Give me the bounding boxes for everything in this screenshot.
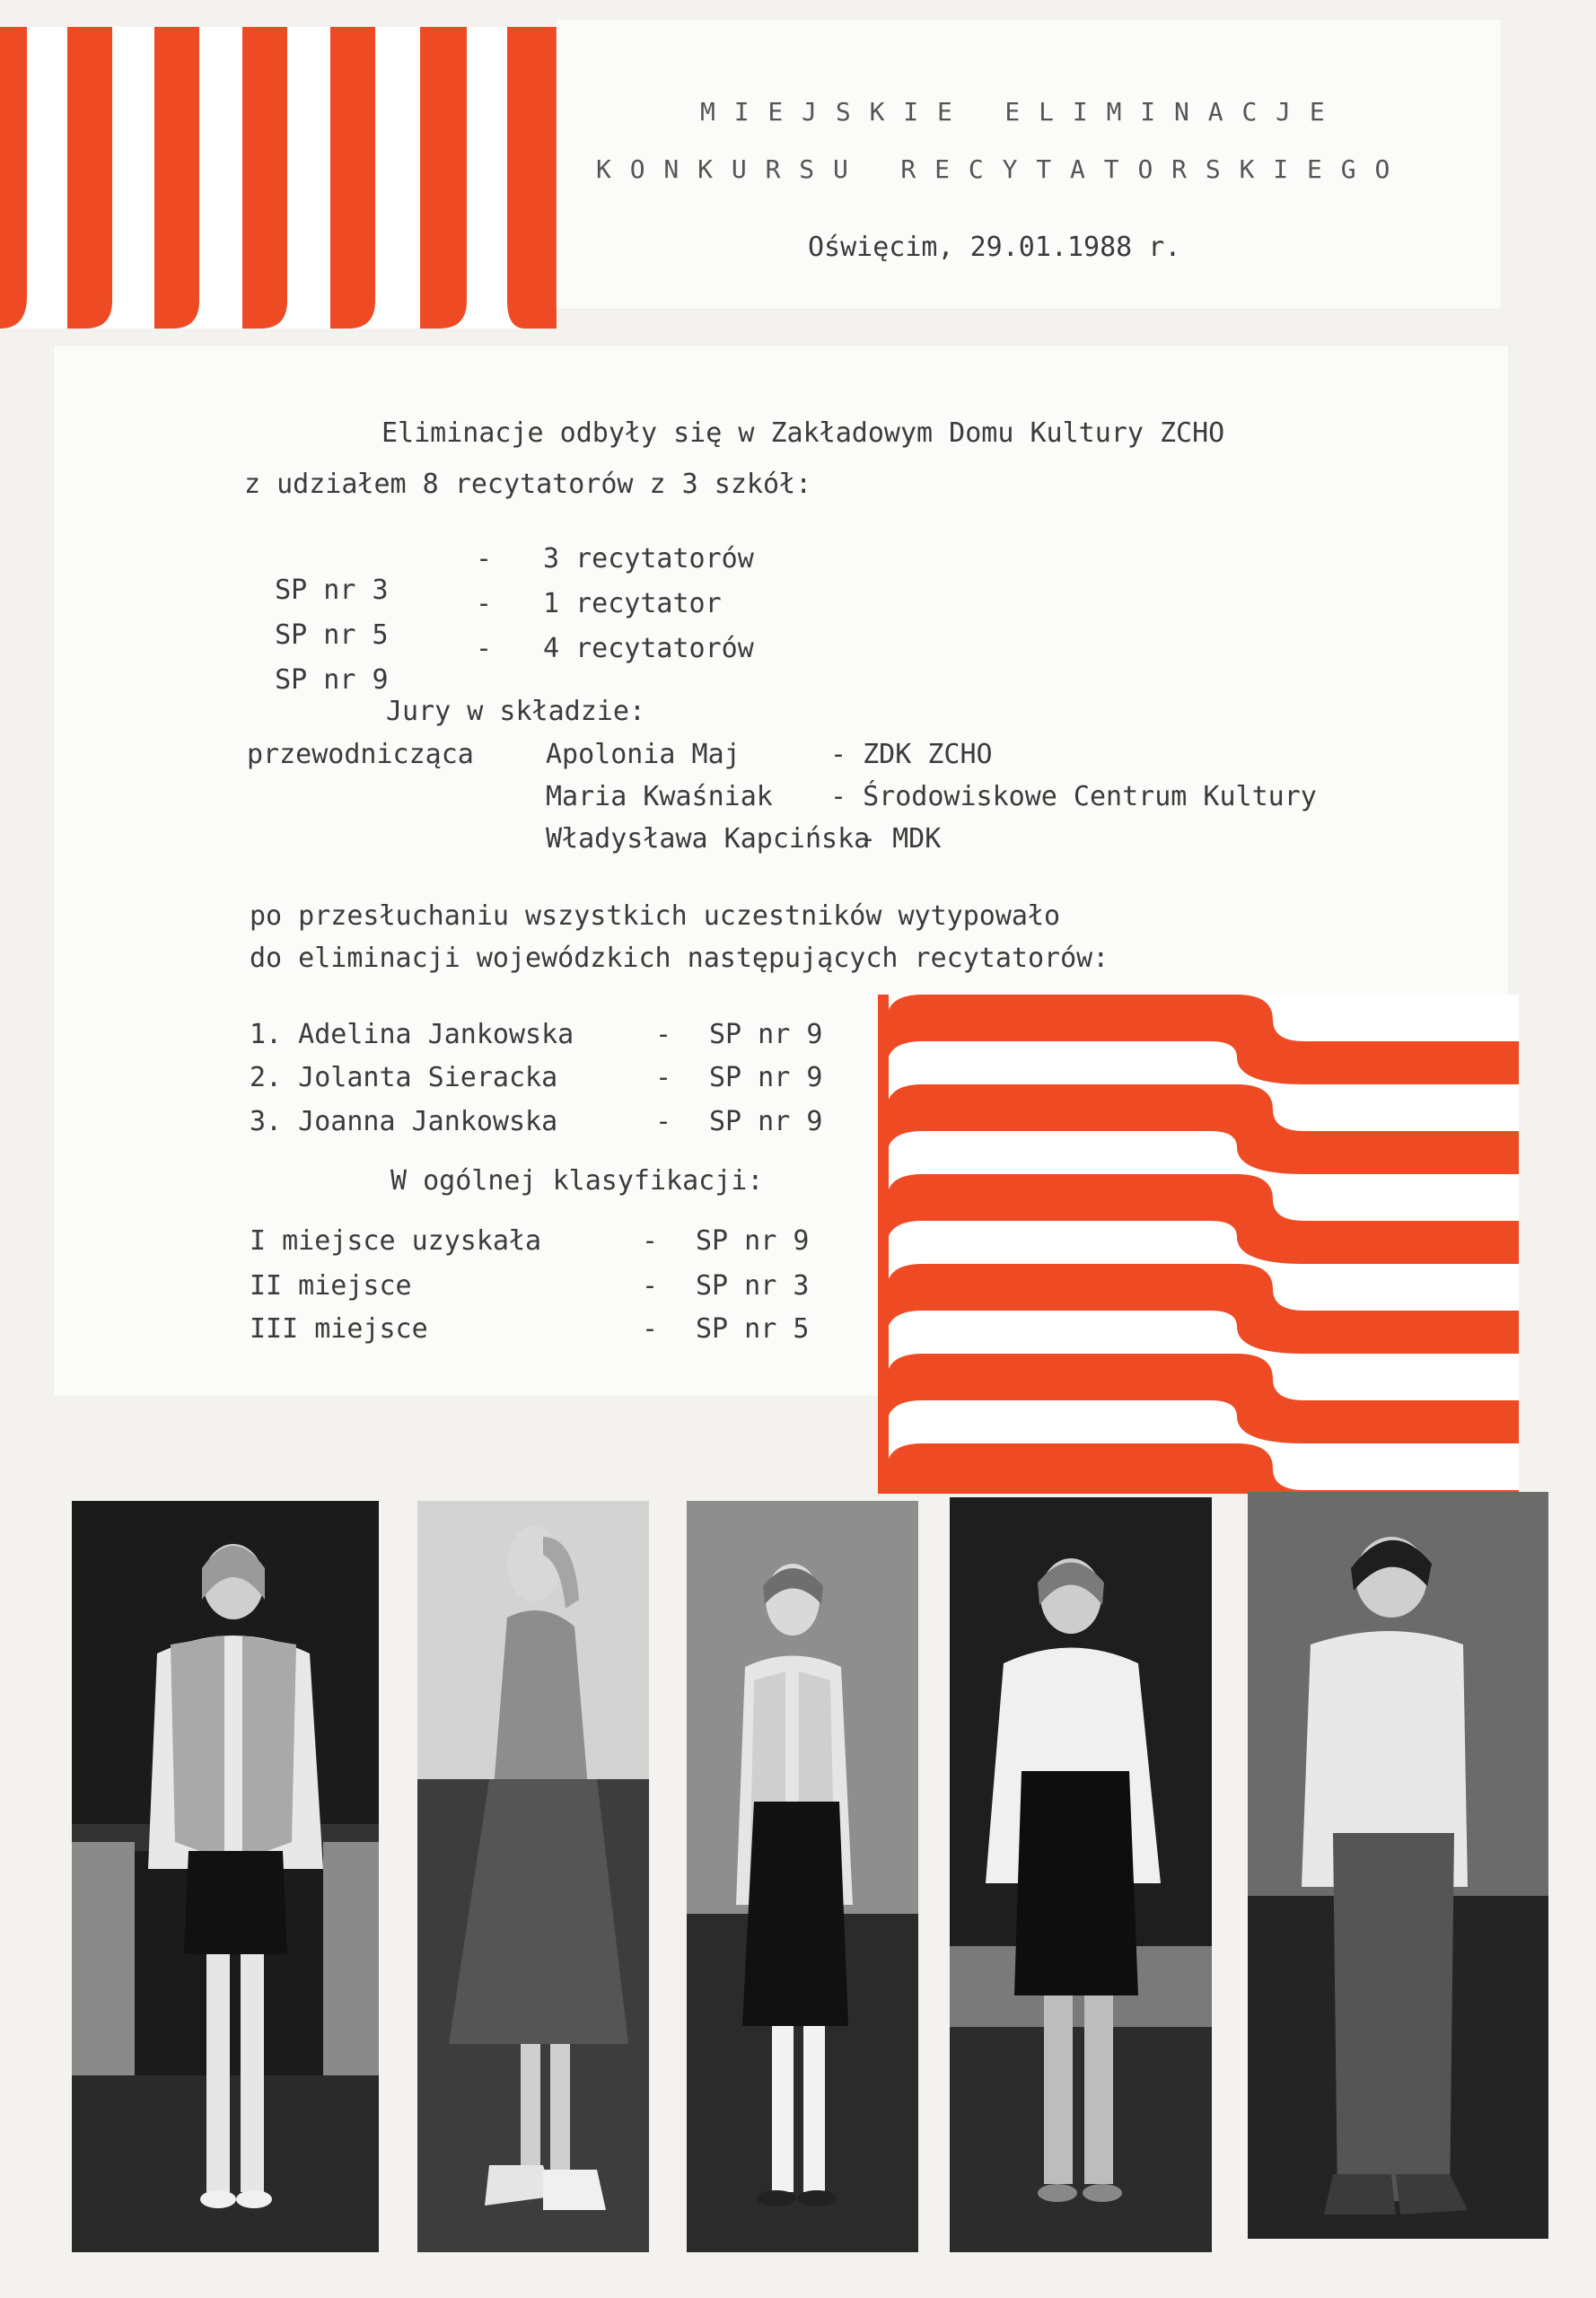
jury-member-name: Maria Kwaśniak — [546, 781, 773, 812]
finalist-dash: - — [655, 1019, 672, 1050]
header-stripes-graphic — [0, 27, 557, 329]
header-title-line2: K O N K U R S U R E C Y T A T O R S K I E G O — [596, 154, 1392, 184]
photo-2 — [417, 1501, 649, 2252]
photo-3 — [687, 1501, 918, 2252]
school-dash: - — [476, 543, 493, 574]
classification-dash: - — [642, 1313, 659, 1345]
selection-line1: po przesłuchaniu wszystkich uczestników wytypowało — [250, 900, 1061, 932]
finalist-name: 1. Adelina Jankowska — [250, 1019, 574, 1050]
jury-member-org: - Środowiskowe Centrum Kultury — [830, 781, 1317, 812]
photo-5 — [1248, 1492, 1548, 2239]
classification-school: SP nr 3 — [696, 1270, 810, 1302]
photo-1-image — [72, 1501, 379, 2252]
jury-role: przewodnicząca — [247, 739, 474, 770]
school-count: 3 recytatorów — [543, 543, 754, 574]
finalist-dash: - — [655, 1106, 672, 1137]
header-title-line1: M I E J S K I E E L I M I N A C J E — [700, 97, 1327, 127]
jury-heading: Jury w składzie: — [386, 696, 645, 727]
classification-dash: - — [642, 1225, 659, 1257]
photo-5-image — [1248, 1492, 1548, 2239]
wavy-stripes-graphic — [878, 995, 1519, 1494]
selection-line2: do eliminacji wojewódzkich następujących recytatorów: — [250, 943, 1109, 974]
photo-2-image — [417, 1501, 649, 2252]
finalist-name: 2. Jolanta Sieracka — [250, 1062, 558, 1093]
finalist-school: SP nr 9 — [709, 1019, 823, 1050]
intro-line1: Eliminacje odbyły się w Zakładowym Domu Kultury ZCHO — [381, 417, 1225, 449]
finalist-dash: - — [655, 1062, 672, 1093]
finalist-school: SP nr 9 — [709, 1062, 823, 1093]
school-row — [242, 633, 389, 696]
school-count: 1 recytator — [543, 588, 722, 619]
school-name: SP nr 9 — [275, 664, 389, 696]
finalist-school: SP nr 9 — [709, 1106, 823, 1137]
classification-dash: - — [642, 1270, 659, 1302]
jury-member-name: Władysława Kapcińska — [546, 823, 871, 855]
jury-member-org: - MDK — [860, 823, 942, 855]
classification-heading: W ogólnej klasyfikacji: — [390, 1165, 764, 1197]
jury-member-org: - ZDK ZCHO — [830, 739, 993, 770]
classification-place: III miejsce — [250, 1313, 428, 1345]
school-count: 4 recytatorów — [543, 633, 754, 664]
classification-place: II miejsce — [250, 1270, 412, 1302]
photo-4-image — [950, 1497, 1212, 2252]
classification-place: I miejsce uzyskała — [250, 1225, 542, 1257]
school-dash: - — [476, 588, 493, 619]
photo-3-image — [687, 1501, 918, 2252]
finalist-name: 3. Joanna Jankowska — [250, 1106, 558, 1137]
header-date: Oświęcim, 29.01.1988 r. — [808, 232, 1181, 263]
school-dash: - — [476, 633, 493, 664]
school-name: SP nr 5 — [275, 619, 389, 651]
classification-school: SP nr 5 — [696, 1313, 810, 1345]
jury-member-name: Apolonia Maj — [546, 739, 741, 770]
classification-school: SP nr 9 — [696, 1225, 810, 1257]
photo-1 — [72, 1501, 379, 2252]
photo-4 — [950, 1497, 1212, 2252]
school-name: SP nr 3 — [275, 574, 389, 606]
intro-line2: z udziałem 8 recytatorów z 3 szkół: — [244, 469, 812, 500]
